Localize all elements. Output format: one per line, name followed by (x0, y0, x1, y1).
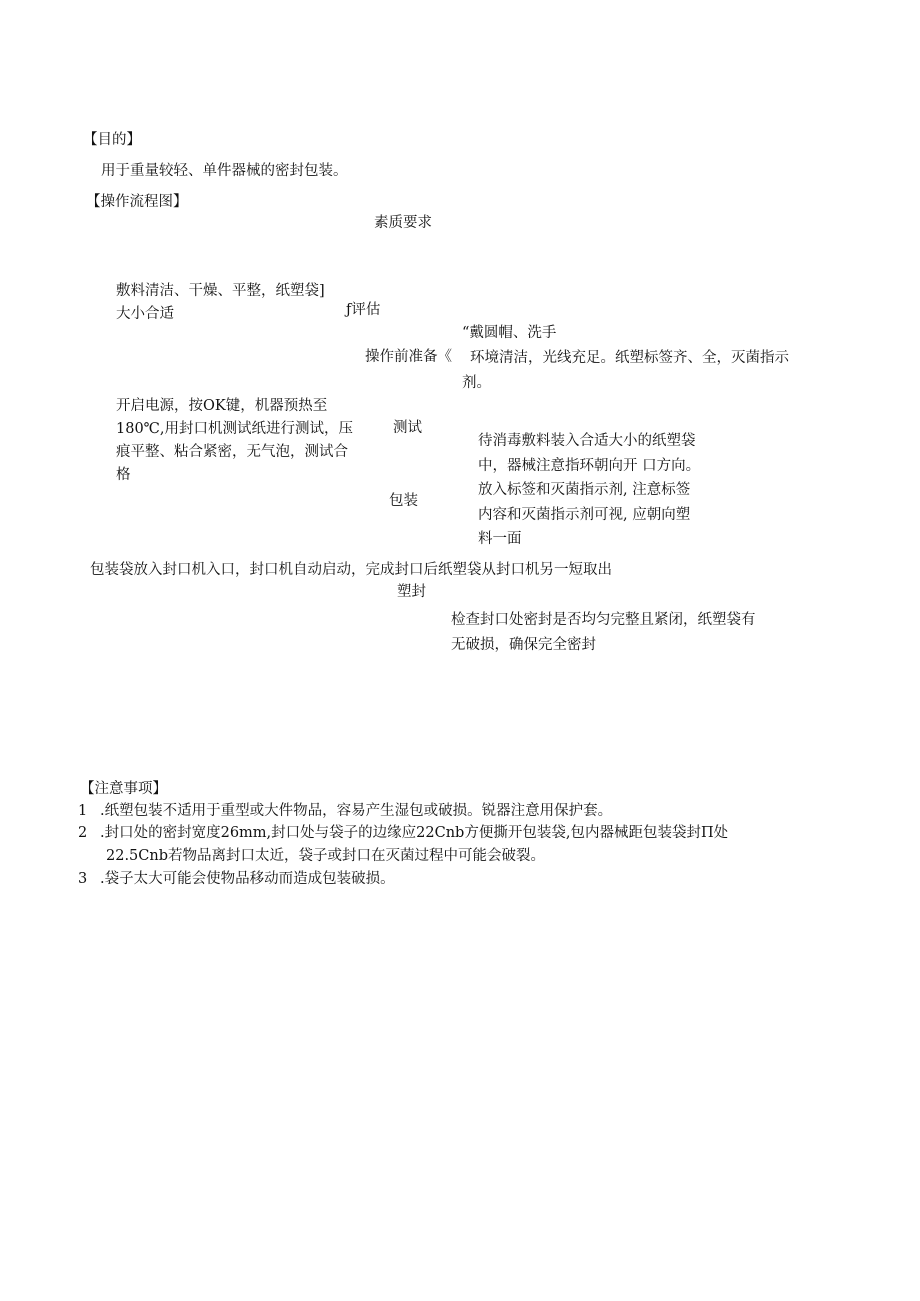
flow-power-line: 格 (116, 467, 131, 483)
flow-material-line: 敷料清洁、干燥、平整，纸塑袋] (116, 283, 325, 299)
flow-prep-label: 操作前准备《 (365, 349, 452, 365)
flow-pack-line: 放入标签和灭菌指示剂, 注意标签 (478, 482, 691, 498)
note-number: 3 (78, 871, 88, 887)
flow-power-line: 180℃,用封口机测试纸进行测试，压 (116, 421, 354, 437)
note-text: .封口处的密封宽度26mm,封口处与袋子的边缘应22Cnb方便撕开包装袋,包内器械距包装袋封Π处 (100, 825, 729, 841)
purpose-text: 用于重量较轻、单件器械的密封包装。 (101, 163, 348, 179)
flow-power-line: 痕平整、粘合紧密，无气泡，测试合 (116, 444, 348, 460)
flow-heading: 【操作流程图】 (86, 194, 188, 210)
note-number: 1 (78, 803, 88, 819)
flow-power-line: 开启电源，按OK键，机器预热至 (116, 398, 328, 414)
note-number: 2 (78, 825, 88, 841)
flow-prep-note: “戴圆帽、洗手 (462, 325, 557, 341)
flow-pack-line: 料一面 (478, 531, 522, 547)
flow-quality: 素质要求 (374, 215, 432, 231)
notes-heading: 【注意事项】 (80, 781, 167, 797)
flow-check-line: 无破损，确保完全密封 (451, 637, 596, 653)
note-item (78, 804, 612, 819)
flow-pack-notes (478, 429, 700, 552)
flow-prep-note: 剂。 (462, 375, 491, 391)
flow-check-line: 检查封口处密封是否均匀完整且紧闭，纸塑袋有 (451, 612, 756, 628)
flow-prep-note: 环境清洁，光线充足。纸塑标签齐、全，灭菌指示 (470, 350, 789, 366)
flow-pack-line: 待消毒敷料装入合适大小的纸塑袋 (478, 433, 696, 449)
flow-power (116, 395, 353, 487)
note-text: .袋子太大可能会使物品移动而造成包装破损。 (100, 871, 395, 887)
flow-material-line: 大小合适 (116, 306, 174, 322)
purpose-heading: 【目的】 (83, 132, 141, 148)
flow-test-label: 测试 (393, 420, 422, 436)
flow-seal-text: 包装袋放入封口机入口，封口机自动启动，完成封口后纸塑袋从封口机另一短取出 (90, 562, 612, 578)
flow-pack-label: 包装 (389, 493, 418, 509)
note-continuation: 22.5Cnb若物品离封口太近，袋子或封口在灭菌过程中可能会破裂。 (106, 848, 545, 864)
flow-assess: ƒ评估 (346, 302, 381, 318)
note-item (78, 872, 395, 887)
flow-material (116, 280, 325, 326)
note-text: .纸塑包装不适用于重型或大件物品，容易产生湿包或破损。锐器注意用保护套。 (100, 803, 613, 819)
flow-pack-line: 内容和灭菌指示剂可视, 应朝向塑 (478, 506, 691, 523)
flow-seal-label: 塑封 (397, 584, 426, 600)
flow-pack-line: 中，器械注意指环朝向开 口方向。 (478, 457, 701, 474)
flow-check (451, 608, 756, 658)
note-item (78, 826, 728, 841)
